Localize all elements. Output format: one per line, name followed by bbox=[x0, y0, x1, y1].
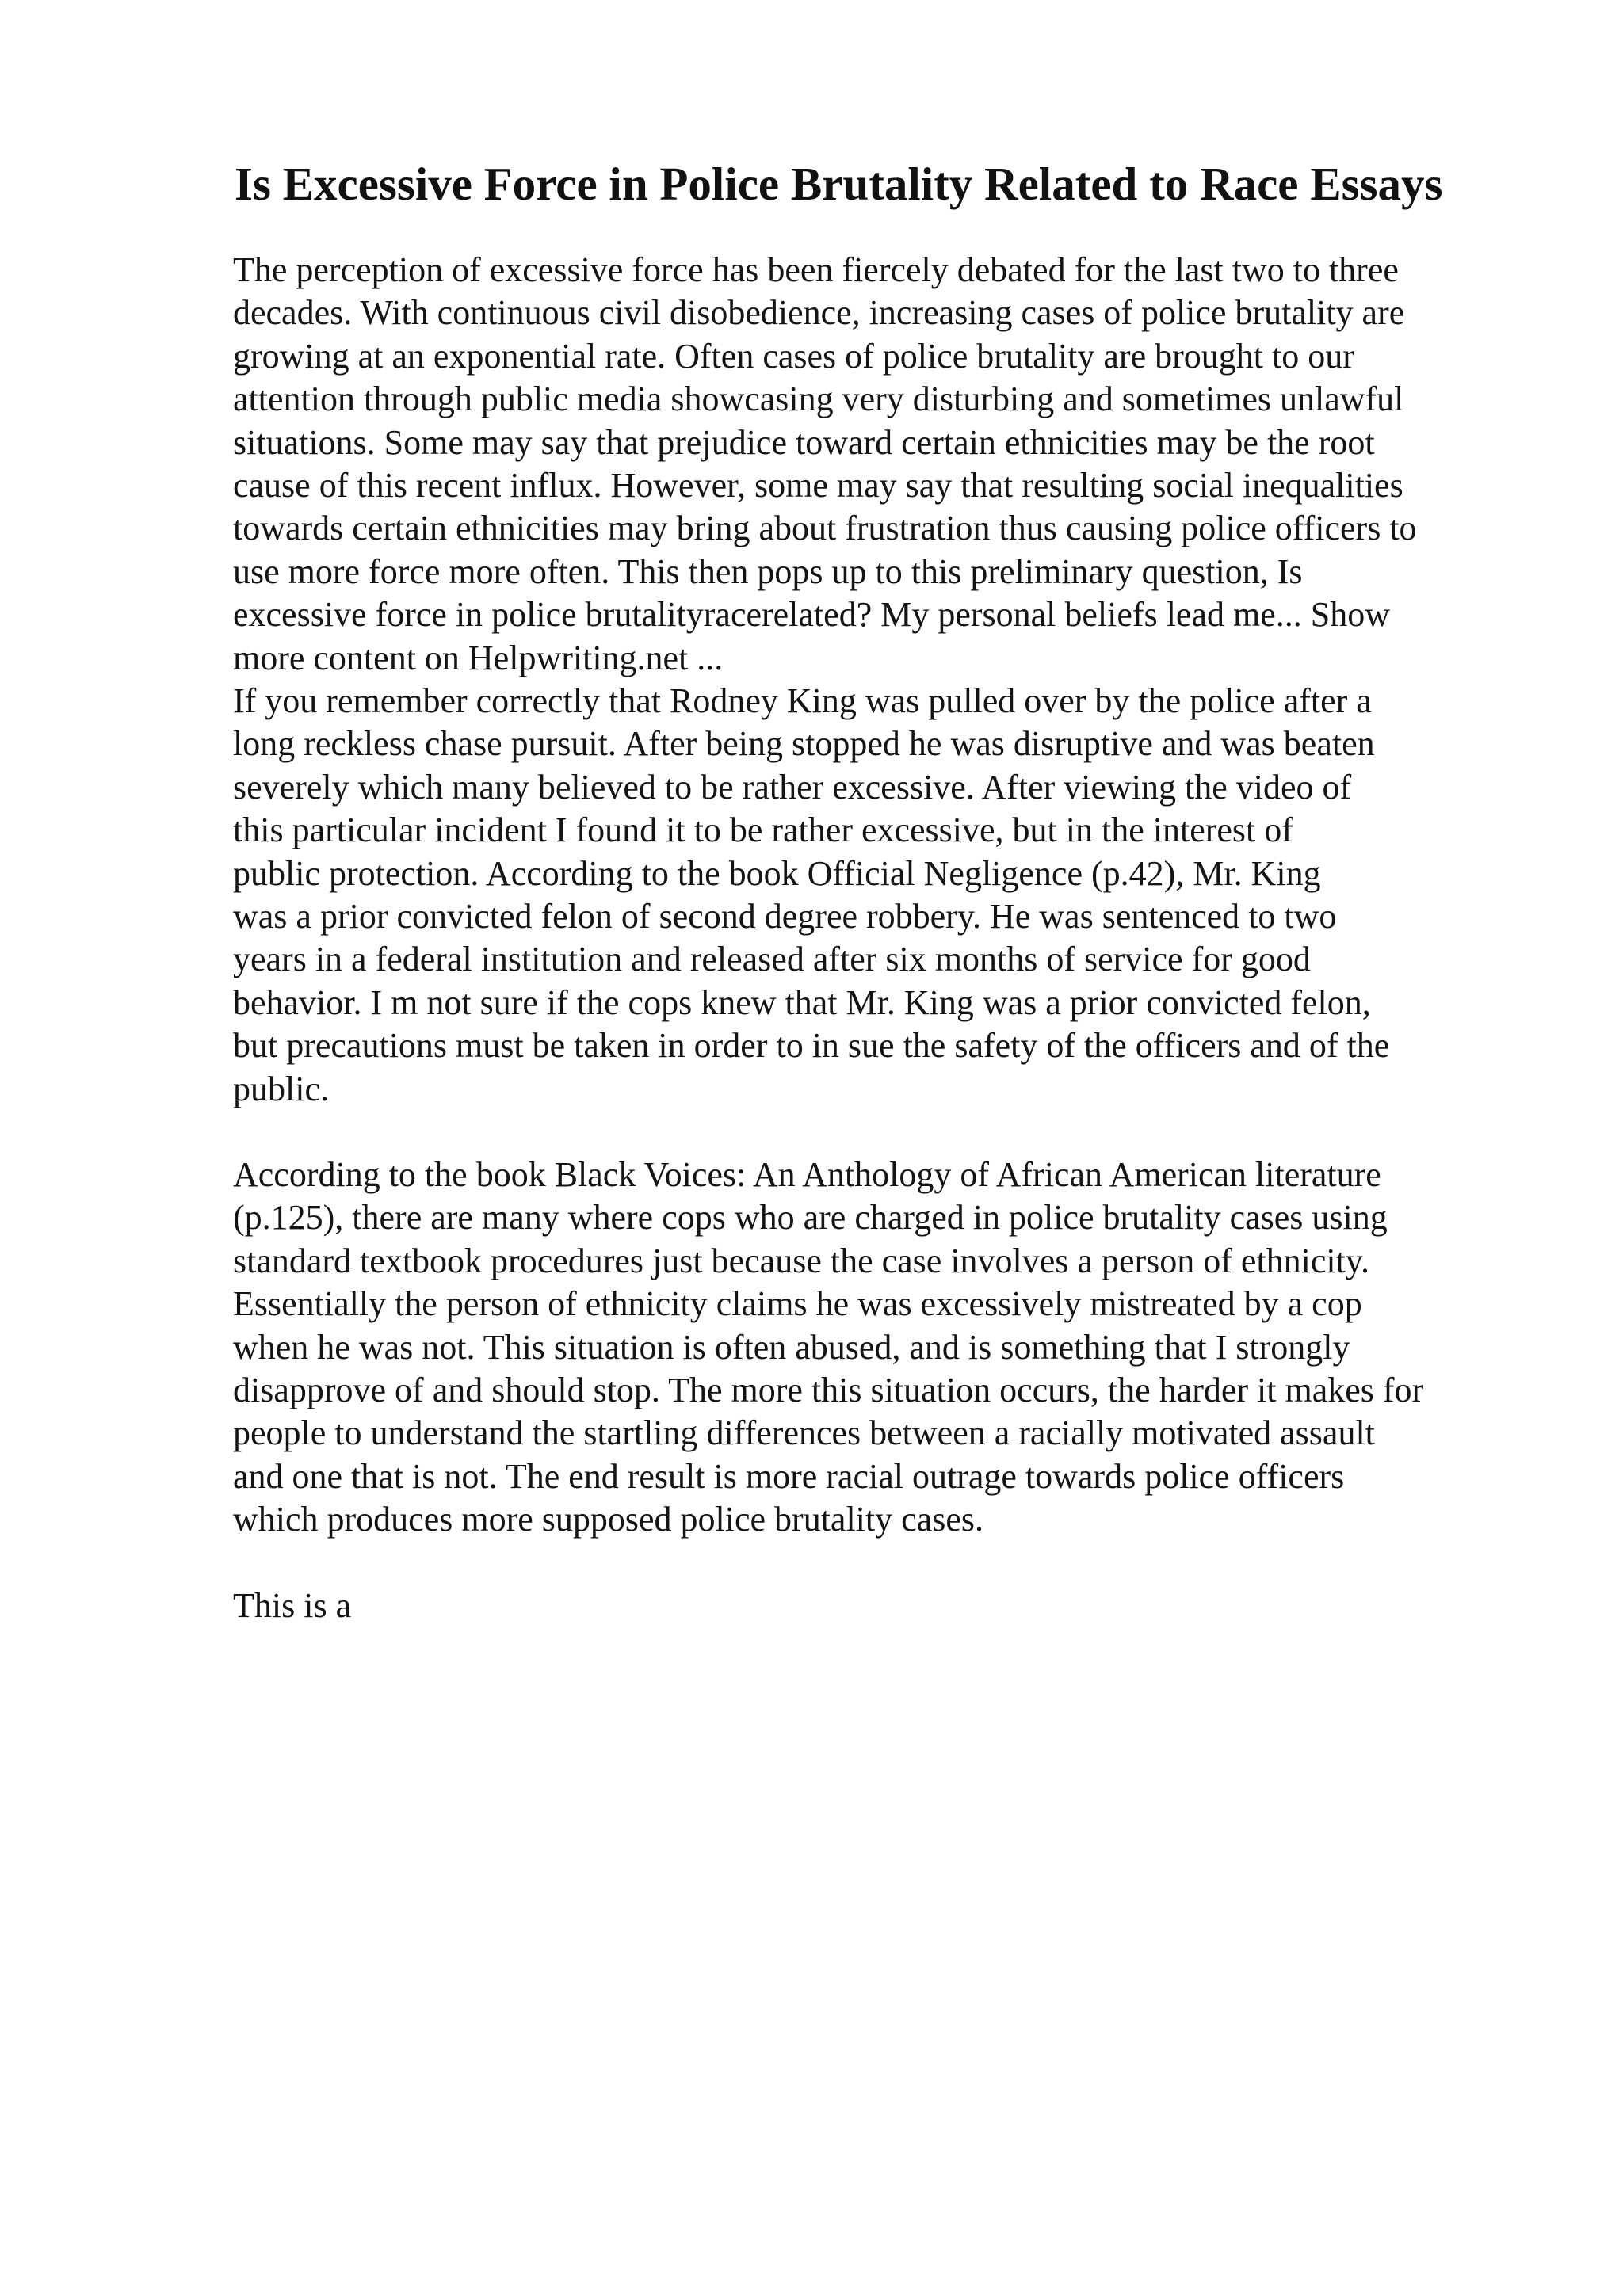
paragraph-line: and one that is not. The end result is more racial outrage towards police officers bbox=[233, 1456, 1345, 1496]
paragraph-line: long reckless chase pursuit. After being stopped he was disruptive and was beaten bbox=[233, 724, 1375, 764]
paragraph-line: If you remember correctly that Rodney King was pulled over by the police after a bbox=[233, 681, 1372, 720]
paragraph-line: severely which many believed to be rather excessive. After viewing the video of bbox=[233, 767, 1352, 807]
document-title: Is Excessive Force in Police Brutality Related to Race Essays bbox=[235, 158, 1443, 210]
paragraph-line: This is a bbox=[233, 1586, 352, 1625]
paragraph-line: cause of this recent influx. However, some may say that resulting social inequalities bbox=[233, 465, 1403, 505]
paragraph-line: situations. Some may say that prejudice toward certain ethnicities may be the root bbox=[233, 422, 1375, 462]
paragraph-line: towards certain ethnicities may bring about frustration thus causing police officers to bbox=[233, 509, 1417, 548]
paragraph-intro bbox=[233, 249, 1533, 680]
paragraph-line: when he was not. This situation is often abused, and is something that I strongly bbox=[233, 1327, 1350, 1367]
paragraph-line: was a prior convicted felon of second degree robbery. He was sentenced to two bbox=[233, 896, 1337, 936]
paragraph-line: public. bbox=[233, 1069, 329, 1108]
paragraph-line: years in a federal institution and released after six months of service for good bbox=[233, 940, 1311, 979]
paragraph-line: use more force more often. This then pops up to this preliminary question, Is bbox=[233, 551, 1303, 591]
paragraph-line: public protection. According to the book Official Negligence (p.42), Mr. King bbox=[233, 853, 1321, 893]
paragraph-line: more content on Helpwriting.net ... bbox=[233, 638, 724, 677]
paragraph-line: disapprove of and should stop. The more this situation occurs, the harder it makes for bbox=[233, 1370, 1424, 1409]
paragraph-line: growing at an exponential rate. Often cases of police brutality are brought to our bbox=[233, 336, 1354, 376]
paragraph-truncated bbox=[233, 1585, 1533, 1627]
paragraph-line: standard textbook procedures just because the case involves a person of ethnicity. bbox=[233, 1241, 1370, 1280]
paragraph-line: decades. With continuous civil disobedience, increasing cases of police brutality are bbox=[233, 293, 1405, 333]
paragraph-line: (p.125), there are many where cops who are charged in police brutality cases using bbox=[233, 1198, 1388, 1238]
paragraph-line: The perception of excessive force has been fiercely debated for the last two to three bbox=[233, 250, 1399, 289]
paragraph-line: Essentially the person of ethnicity claims he was excessively mistreated by a cop bbox=[233, 1284, 1362, 1324]
paragraph-line: people to understand the startling differences between a racially motivated assault bbox=[233, 1413, 1375, 1453]
paragraph-line: but precautions must be taken in order to in sue the safety of the officers and of the bbox=[233, 1026, 1390, 1066]
paragraph-line: According to the book Black Voices: An Anthology of African American literature bbox=[233, 1155, 1381, 1194]
paragraph-black-voices bbox=[233, 1154, 1533, 1542]
paragraph-rodney-king bbox=[233, 680, 1533, 1111]
paragraph-line: this particular incident I found it to be rather excessive, but in the interest of bbox=[233, 810, 1293, 850]
paragraph-line: attention through public media showcasing very disturbing and sometimes unlawful bbox=[233, 379, 1404, 419]
paragraph-line: which produces more supposed police brutality cases. bbox=[233, 1500, 983, 1539]
paragraph-line: excessive force in police brutalityracerelated? My personal beliefs lead me... Show bbox=[233, 595, 1390, 635]
paragraph-line: behavior. I m not sure if the cops knew that Mr. King was a prior convicted felon, bbox=[233, 982, 1371, 1022]
